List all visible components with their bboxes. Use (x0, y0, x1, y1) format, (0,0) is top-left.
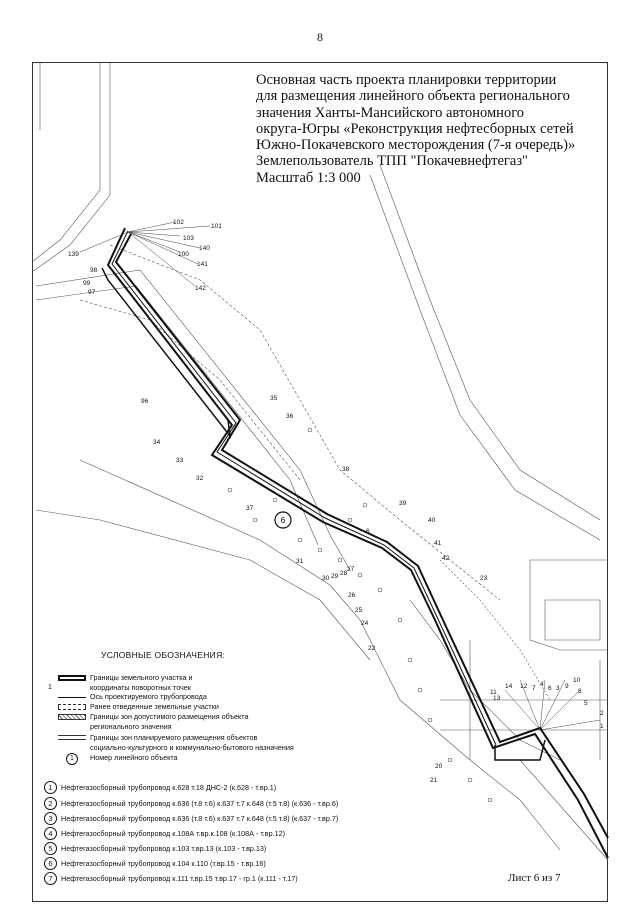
site-boundary (520, 760, 608, 860)
point-label: 100 (178, 251, 189, 258)
legend-heading: УСЛОВНЫЕ ОБОЗНАЧЕНИЯ: (101, 650, 226, 660)
point-label: 96 (141, 398, 149, 405)
page-number: 8 (317, 30, 323, 44)
road-edge (36, 510, 370, 660)
road-edge (36, 270, 350, 570)
point-label: 5 (584, 700, 588, 707)
point-label: 23 (480, 575, 488, 582)
zone-boundary (80, 300, 300, 480)
pipeline-number: 3 (44, 812, 57, 825)
object-marker-number: 6 (280, 516, 286, 525)
point-label: 8 (578, 688, 582, 695)
point-label: 4 (540, 681, 544, 688)
legend-text: Ось проектируемого трубопровода (90, 692, 207, 701)
legend-text: регионального значения (90, 722, 172, 731)
point-label: 141 (197, 261, 208, 268)
point-label: 99 (83, 280, 91, 287)
point-label: 36 (286, 413, 294, 420)
road-edge (36, 286, 318, 545)
road-edge (410, 600, 560, 760)
legend-text: Границы зон допустимого размещения объекта (90, 712, 249, 721)
point-label: 24 (361, 620, 369, 627)
pipeline-text: Нефтегазосборный трубопровод к.104 к.110 (т.вр.15 - т.вр.16) (61, 859, 266, 868)
point-label: 33 (176, 457, 184, 464)
pipeline-text: Нефтегазосборный трубопровод к.636 (т.8 т.6) к.637 т.7 к.648 (т.5 т.8) (к.637 - т.вр.7) (61, 814, 339, 823)
point-label: 31 (296, 558, 304, 565)
point-label: 102 (173, 219, 184, 226)
title-line: Основная часть проекта планировки территории (256, 72, 557, 88)
point-label: 3 (556, 685, 560, 692)
point-label: 26 (348, 592, 356, 599)
title-line: значения Ханты-Мансийского автономного (256, 104, 525, 121)
point-label: 27 (347, 566, 355, 573)
point-label: 25 (355, 607, 363, 614)
title-line: округа-Югры «Реконструкция нефтесборных сетей (256, 120, 574, 137)
point-label: 41 (434, 540, 442, 547)
pipeline-number: 4 (44, 827, 57, 840)
point-label: 139 (68, 251, 79, 258)
road-edge (370, 175, 600, 540)
title-line: Южно-Покачевского месторождения (7-я очередь)» (256, 137, 576, 154)
pipeline-number: 6 (44, 857, 57, 870)
title-line: для размещения линейного объекта регионального (256, 88, 570, 105)
point-label: 39 (399, 500, 407, 507)
pipeline-text: Нефтегазосборный трубопровод к.103 т.вр.13 (к.103 - т.вр.13) (61, 844, 267, 853)
point-label: 7 (532, 685, 536, 692)
point-label: 42 (442, 555, 450, 562)
pipeline-text: Нефтегазосборный трубопровод к.628 т.18 ДНС-2 (к.628 - т.вр.1) (61, 783, 277, 792)
zone-boundary (440, 560, 550, 700)
point-label: 140 (199, 245, 210, 252)
point-label: 28 (340, 570, 348, 577)
point-label: 6 (548, 685, 552, 692)
pipeline-text: Нефтегазосборный трубопровод к.108А т.вр.к.108 (к.108А - т.вр.12) (61, 829, 286, 838)
legend-swatch (58, 697, 86, 698)
title-block (256, 72, 601, 186)
point-label: 40 (428, 517, 436, 524)
point-label: 32 (196, 475, 204, 482)
legend-swatch (58, 704, 86, 710)
site-boundary (440, 700, 608, 730)
legend-text: социально-культурного и коммунально-бытового назначения (90, 743, 294, 752)
point-label: 2 (600, 710, 604, 717)
legend-text: Границы земельного участка и (90, 673, 193, 682)
legend-text: Номер линейного объекта (90, 753, 178, 762)
point-label: 103 (183, 235, 194, 242)
pipeline-text: Нефтегазосборный трубопровод к.111 т.вр.15 т.вр.17 - гр.1 (к.111 - т.17) (61, 874, 298, 883)
point-label: 9 (565, 683, 569, 690)
zone-boundary (110, 245, 500, 600)
point-label: 21 (430, 777, 438, 784)
point-label: 13 (493, 695, 501, 702)
legend-text: координаты поворотных точек (90, 683, 191, 692)
site-boundary (530, 560, 608, 650)
road-edge (32, 62, 100, 262)
point-label: 30 (322, 575, 330, 582)
site-boundary (545, 600, 600, 640)
road-edge (32, 62, 110, 272)
point-label: 20 (435, 763, 443, 770)
point-label: 12 (520, 683, 528, 690)
legend-swatch (58, 735, 86, 740)
point-label: 101 (211, 223, 222, 230)
title-line: Масштаб 1:3 000 (256, 169, 361, 186)
point-label: 97 (88, 289, 96, 296)
land-plot-boundary (108, 228, 608, 858)
road-edge (380, 165, 600, 520)
legend-text: Границы зон планируемого размещения объектов (90, 733, 258, 742)
point-label: 11 (490, 689, 497, 696)
pipeline-number: 5 (44, 842, 57, 855)
pipeline-number: 2 (44, 797, 57, 810)
point-label: 37 (246, 505, 254, 512)
point-label: 14 (505, 683, 513, 690)
point-label: 6 (366, 528, 370, 535)
point-label: 98 (90, 267, 98, 274)
legend-number-symbol: 1 (66, 753, 78, 765)
title-line: Землепользователь ТПП "Покачевнефтегаз" (256, 153, 528, 170)
pipeline-branch (495, 740, 545, 760)
point-label: 29 (331, 573, 339, 580)
pipeline-text: Нефтегазосборный трубопровод к.636 (т.8 т.6) к.637 т.7 к.648 (т.5 т.8) (к.636 - т.вр.6) (61, 799, 339, 808)
pipeline-branch (102, 268, 230, 436)
point-label: 142 (195, 285, 206, 292)
legend-swatch (58, 675, 86, 681)
legend-text: Ранее отведенные земельные участки (90, 702, 219, 711)
point-label: 10 (573, 677, 581, 684)
pipeline-axis (112, 231, 496, 745)
legend-swatch (58, 714, 86, 720)
point-label: 34 (153, 439, 161, 446)
point-label: 38 (342, 466, 350, 473)
point-label: 1 (600, 723, 604, 730)
point-label: 22 (368, 645, 376, 652)
pipeline-number: 7 (44, 872, 57, 885)
point-label: 35 (270, 395, 278, 402)
legend-index-mark: 1 (48, 684, 52, 691)
sheet-label: Лист 6 из 7 (508, 872, 561, 884)
pipeline-number: 1 (44, 781, 57, 794)
